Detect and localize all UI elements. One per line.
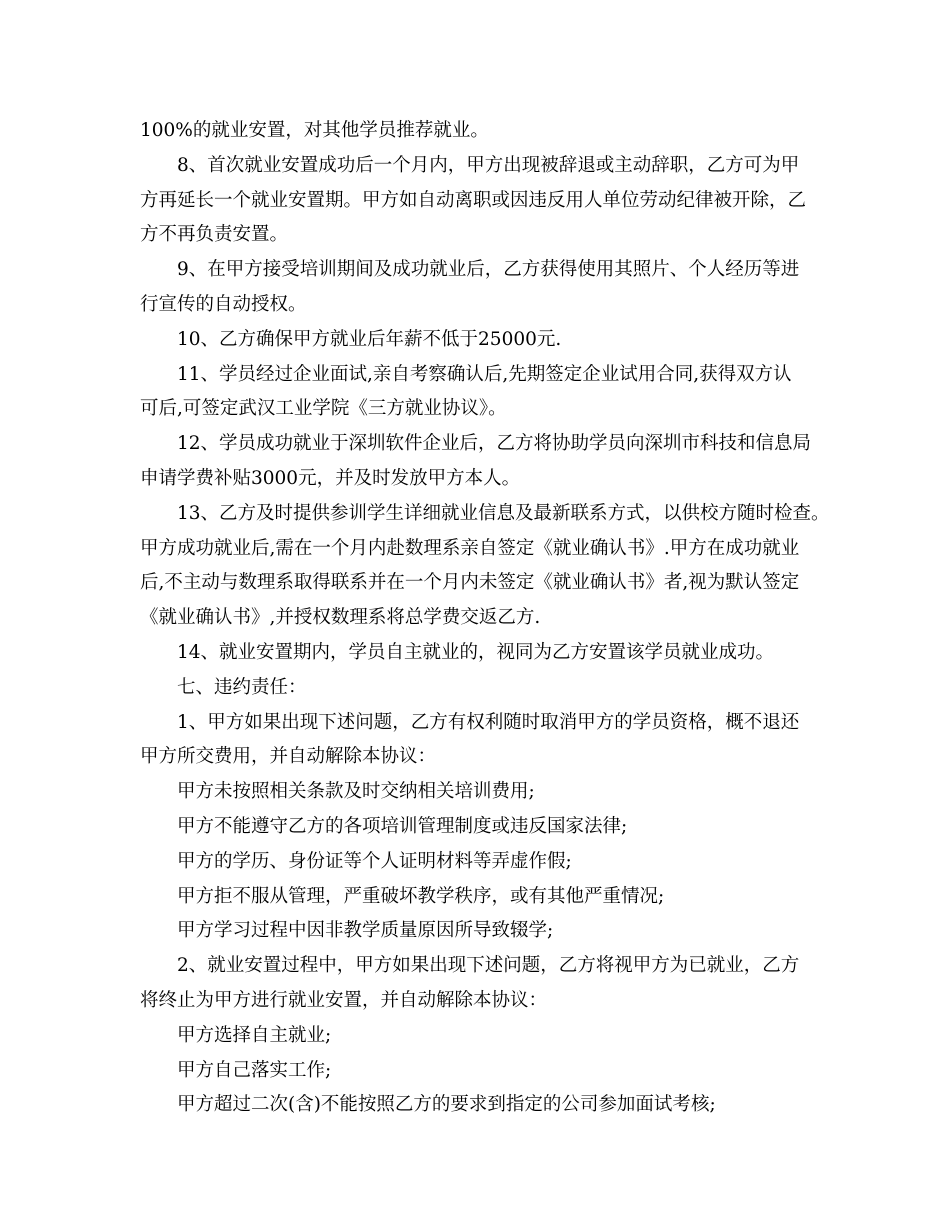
text-line: 方再延长一个就业安置期。甲方如自动离职或因违反用人单位劳动纪律被开除，乙: [140, 189, 807, 211]
text-line: 行宣传的自动授权。: [140, 293, 307, 315]
text-line: 甲方学习过程中因非教学质量原因所导致辍学;: [177, 920, 554, 942]
text-line: 甲方的学历、身份证等个人证明材料等弄虚作假;: [177, 850, 572, 872]
text-line: 甲方超过二次(含)不能按照乙方的要求到指定的公司参加面试考核;: [177, 1094, 716, 1116]
text-line: 1、甲方如果出现下述问题，乙方有权利随时取消甲方的学员资格，概不退还: [177, 711, 800, 733]
text-line: 可后,可签定武汉工业学院《三方就业协议》。: [140, 398, 507, 420]
text-line: 甲方选择自主就业;: [177, 1024, 332, 1046]
text-line: 10、乙方确保甲方就业后年薪不低于25000元.: [177, 328, 562, 350]
text-line: 2、就业安置过程中，甲方如果出现下述问题，乙方将视甲方为已就业，乙方: [177, 955, 800, 977]
text-line: 甲方拒不服从管理，严重破坏教学秩序，或有其他严重情况;: [177, 885, 665, 907]
text-line: 11、学员经过企业面试,亲自考察确认后,先期签定企业试用合同,获得双方认: [177, 363, 792, 385]
text-line: 后,不主动与数理系取得联系并在一个月内未签定《就业确认书》者,视为默认签定: [140, 572, 800, 594]
text-line: 甲方不能遵守乙方的各项培训管理制度或违反国家法律;: [177, 815, 628, 837]
text-line: 14、就业安置期内，学员自主就业的，视同为乙方安置该学员就业成功。: [177, 641, 775, 663]
text-line: 12、学员成功就业于深圳软件企业后，乙方将协助学员向深圳市科技和信息局: [177, 433, 812, 455]
text-line: 甲方所交费用，并自动解除本协议：: [140, 746, 437, 768]
text-line: 9、在甲方接受培训期间及成功就业后，乙方获得使用其照片、个人经历等进: [177, 259, 800, 281]
text-line: 将终止为甲方进行就业安置，并自动解除本协议：: [140, 989, 548, 1011]
text-line: 申请学费补贴3000元，并及时发放甲方本人。: [140, 467, 521, 489]
text-line: 甲方未按照相关条款及时交纳相关培训费用;: [177, 781, 535, 803]
text-line: 8、首次就业安置成功后一个月内，甲方出现被辞退或主动辞职，乙方可为甲: [177, 154, 800, 176]
text-line: 甲方成功就业后,需在一个月内赴数理系亲自签定《就业确认书》.甲方在成功就业: [140, 537, 800, 559]
text-line: 100%的就业安置，对其他学员推荐就业。: [140, 120, 489, 141]
text-line: 《就业确认书》,并授权数理系将总学费交返乙方.: [140, 607, 541, 629]
text-line: 甲方自己落实工作;: [177, 1059, 332, 1081]
document-body: [140, 114, 830, 1123]
text-line: 方不再负责安置。: [140, 224, 289, 246]
section-heading: 七、违约责任：: [177, 676, 307, 698]
text-line: 13、乙方及时提供参训学生详细就业信息及最新联系方式，以供校方随时检查。: [177, 502, 830, 524]
